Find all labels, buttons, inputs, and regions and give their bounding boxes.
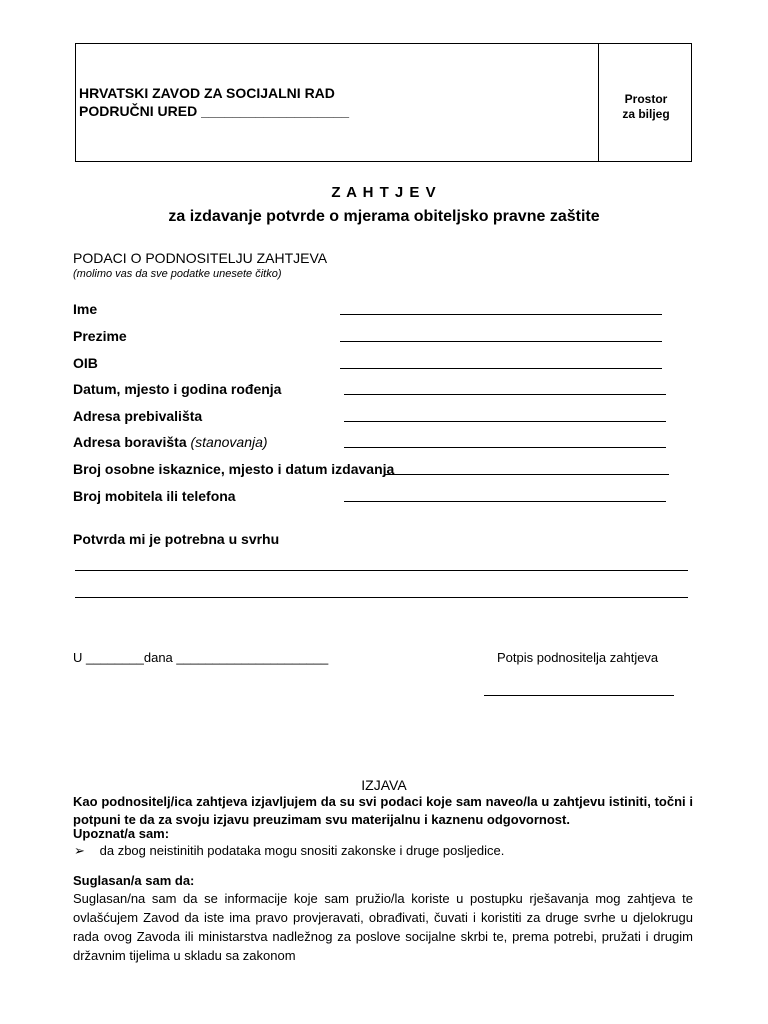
field-osobna[interactable] — [384, 474, 669, 475]
purpose-line-2[interactable] — [75, 597, 688, 598]
label-osobna: Broj osobne iskaznice, mjesto i datum izdavanja — [73, 461, 395, 477]
field-adresa-boravista[interactable] — [344, 447, 666, 448]
declaration-title: IZJAVA — [361, 777, 407, 793]
field-mobitel[interactable] — [344, 501, 666, 502]
date-blank[interactable]: _____________________ — [176, 650, 329, 665]
header-divider — [598, 43, 599, 162]
field-prezime[interactable] — [340, 341, 662, 342]
office-line — [79, 103, 349, 119]
section-note: (molimo vas da sve podatke unesete čitko) — [73, 268, 282, 280]
aware-item-text: da zbog neistinitih podataka mogu snositi zakonske i druge posljedice. — [99, 843, 505, 858]
label-mobitel: Broj mobitela ili telefona — [73, 488, 236, 504]
field-adresa-prebivalista[interactable] — [344, 421, 666, 422]
field-ime[interactable] — [340, 314, 662, 315]
label-adresa-boravista — [73, 434, 268, 450]
stamp-line1: Prostor — [624, 92, 668, 106]
label-adresa-boravista-text: Adresa boravišta — [73, 434, 187, 450]
place-date-line — [73, 650, 328, 665]
label-purpose: Potvrda mi je potrebna u svrhu — [73, 531, 280, 547]
place-blank[interactable]: ________ — [86, 650, 144, 665]
date-word: dana — [143, 650, 173, 665]
field-datum[interactable] — [344, 394, 666, 395]
aware-title: Upoznat/a sam: — [73, 826, 170, 841]
consent-text: Suglasan/na sam da se informacije koje sam pružio/la koriste u postupku rješavanja mog zahtjeva te ovlašćujem Zavod da iste ima pravo provjeravati, obrađivati, čuvati i koristiti za druge svrhe u djelokrugu rada ovog Zavoda ili ministarstva nadležnog za poslove socijalne skrbi te, prema potrebi, pružati i drugim državnim tijelima u skladu sa zakonom — [73, 891, 693, 963]
purpose-line-1[interactable] — [75, 570, 688, 571]
institution-name: HRVATSKI ZAVOD ZA SOCIJALNI RAD — [79, 85, 335, 101]
arrow-bullet-icon: ➢ — [74, 843, 85, 858]
stamp-line2: za biljeg — [622, 107, 670, 121]
signature-line[interactable] — [484, 695, 674, 696]
label-adresa-boravista-note: (stanovanja) — [190, 434, 268, 450]
document-title: Z A H T J E V — [331, 184, 437, 201]
label-prezime: Prezime — [73, 328, 127, 344]
label-ime: Ime — [73, 301, 98, 317]
declaration-intro: Kao podnositelj/ica zahtjeva izjavljujem da su svi podaci koje sam naveo/la u zahtjevu istiniti, točni i potpuni te da za svoju izjavu preuzimam svu materijalnu i kaznenu odgovornost. — [73, 794, 693, 827]
signature-label: Potpis podnositelja zahtjeva — [497, 650, 659, 665]
section-title: PODACI O PODNOSITELJU ZAHTJEVA — [73, 250, 328, 266]
document-subtitle: za izdavanje potvrde o mjerama obiteljsko pravne zaštite — [168, 208, 600, 225]
label-datum: Datum, mjesto i godina rođenja — [73, 381, 282, 397]
stamp-area — [600, 92, 692, 122]
aware-item — [74, 843, 504, 859]
office-blank[interactable]: ___________________ — [201, 103, 350, 119]
place-prefix: U — [73, 650, 83, 665]
label-adresa-prebivalista: Adresa prebivališta — [73, 408, 203, 424]
office-label: PODRUČNI URED — [79, 103, 198, 119]
field-oib[interactable] — [340, 368, 662, 369]
consent-title: Suglasan/a sam da: — [73, 873, 195, 888]
label-oib: OIB — [73, 355, 98, 371]
